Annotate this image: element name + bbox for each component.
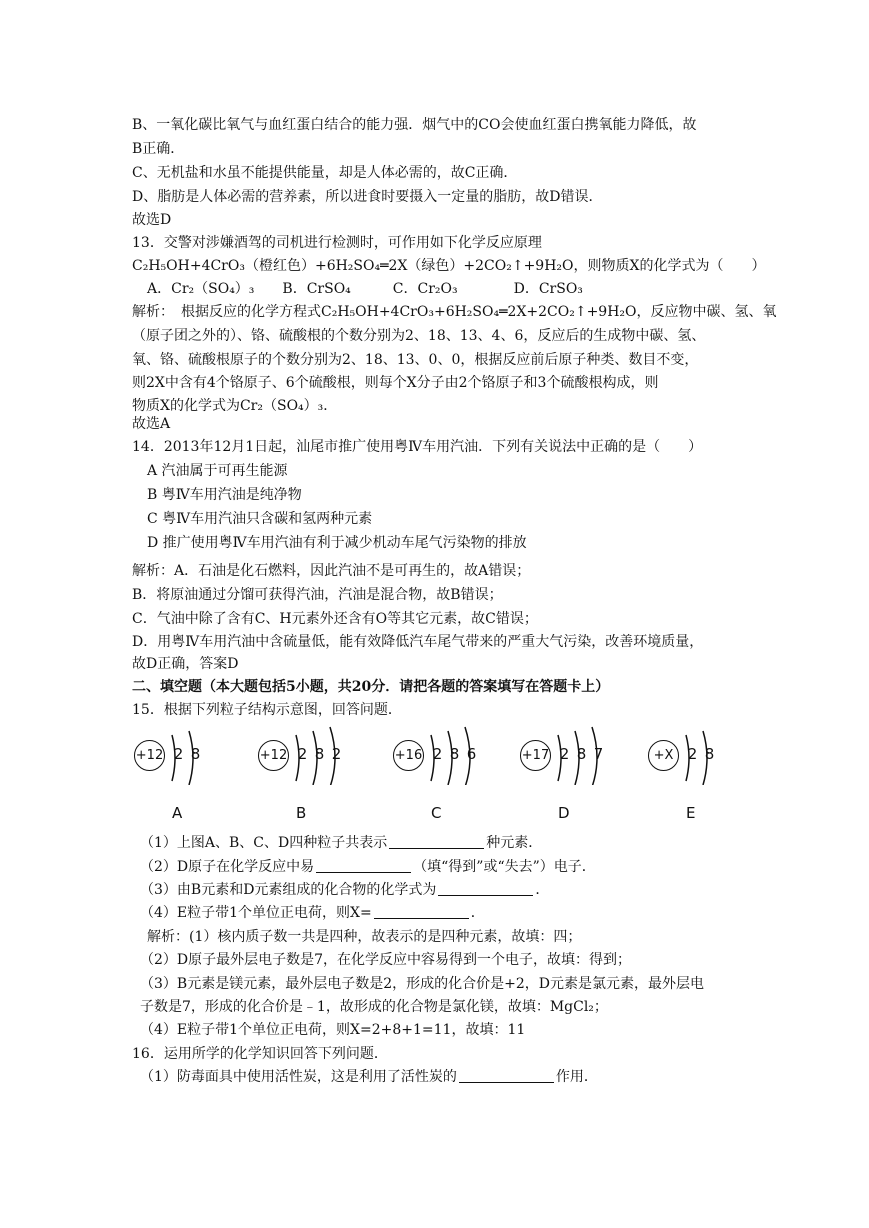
q15-part-2-suffix: （填“得到”或“失去”）电子．: [413, 859, 596, 875]
q15-part-1: [140, 833, 542, 853]
text-line: D、脂肪是人体必需的营养素，所以进食时要摄入一定量的脂肪，故D错误．: [132, 189, 603, 205]
atom-diagram: [393, 722, 503, 832]
answer-blank[interactable]: [438, 881, 533, 896]
diagram-label: A: [172, 804, 183, 822]
answer-blank[interactable]: [374, 904, 469, 919]
text-line: C．气油中除了含有C、H元素外还含有O等其它元素，故C错误；: [132, 611, 538, 627]
shell-count: 2: [331, 745, 342, 763]
shell-count: 2: [297, 745, 308, 763]
atom-diagram: [134, 722, 244, 832]
text-line: B．将原油通过分馏可获得汽油，汽油是混合物，故B错误；: [132, 587, 503, 603]
q16-part-1: [140, 1067, 598, 1087]
diagram-label: E: [686, 804, 696, 822]
answer-blank[interactable]: [459, 1068, 554, 1083]
shell-count: 2: [432, 745, 443, 763]
option-d: D 推广使用粤Ⅳ车用汽油有利于减少机动车尾气污染物的排放: [147, 535, 527, 551]
q15-part-2-text: （2）D原子在化学反应中易: [140, 859, 315, 875]
nucleus-circle: +12: [134, 740, 165, 771]
q15-part-1-text: （1）上图A、B、C、D四种粒子共表示: [140, 835, 388, 851]
shell-count: 7: [593, 745, 604, 763]
particle-structure-diagrams: [128, 722, 748, 832]
shell-count: 8: [314, 745, 325, 763]
question-16-title: 16．运用所学的化学知识回答下列问题．: [132, 1046, 388, 1062]
atom-diagram: [258, 722, 368, 832]
diagram-label: C: [431, 804, 442, 822]
shell-count: 6: [466, 745, 477, 763]
text-line: B正确．: [132, 141, 185, 157]
nucleus-circle: +X: [648, 740, 679, 771]
q15-answer-2: （2）D原子最外层电子数是7，在化学反应中容易得到一个电子，故填：得到；: [140, 952, 632, 968]
question-15-title: 15．根据下列粒子结构示意图，回答问题．: [132, 702, 402, 718]
options-line: A．Cr₂（SO₄）₃ B．CrSO₄ C．Cr₂O₃ D．CrSO₃: [147, 281, 583, 297]
q15-answer-5: （4）E粒子带1个单位正电荷，则X=2+8+1=11，故填：11: [140, 1022, 526, 1038]
q15-part-4: [140, 903, 485, 923]
text-line: 解析： 根据反应的化学方程式C₂H₅OH+4CrO₃+6H₂SO₄═2X+2CO₂↑+9H₂O，反应物中碳、氢、氧: [132, 304, 777, 320]
option-c: C 粤Ⅳ车用汽油只含碳和氢两种元素: [147, 511, 373, 527]
text-line: B、一氧化碳比氧气与血红蛋白结合的能力强．烟气中的CO会使血红蛋白携氧能力降低，故: [132, 117, 697, 133]
q15-part-4-suffix: ．: [470, 905, 485, 921]
diagram-label: D: [558, 804, 570, 822]
atom-diagram: [520, 722, 630, 832]
q16-part-1-text: （1）防毒面具中使用活性炭，这是利用了活性炭的: [140, 1069, 457, 1085]
shell-electron-counts: [294, 745, 345, 763]
q15-part-3-suffix: ．: [535, 882, 550, 898]
question-13-title: 13．交警对涉嫌酒驾的司机进行检测时，可作用如下化学反应原理: [132, 235, 542, 251]
text-line: 故D正确，答案D: [132, 656, 239, 672]
q15-answer-1: 解析：(1）核内质子数一共是四种，故表示的是四种元素，故填：四；: [147, 929, 582, 945]
shell-count: 2: [687, 745, 698, 763]
text-line: D．用粤Ⅳ车用汽油中含硫量低，能有效降低汽车尾气带来的严重大气污染，改善环境质量，: [132, 634, 704, 650]
answer-blank[interactable]: [316, 858, 411, 873]
shell-count: 2: [559, 745, 570, 763]
shell-electron-counts: [429, 745, 480, 763]
diagram-label: B: [296, 804, 307, 822]
q15-answer-4: 子数是7，形成的化合价是﹣1，故形成的化合物是氯化镁，故填：MgCl₂；: [140, 999, 608, 1015]
equation-line: C₂H₅OH+4CrO₃（橙红色）+6H₂SO₄═2X（绿色）+2CO₂↑+9H₂O，则物质X的化学式为（ ）: [132, 258, 766, 274]
text-line: 则2X中含有4个铬原子、6个硫酸根，则每个X分子由2个铬原子和3个硫酸根构成，则: [132, 375, 659, 391]
shell-count: 2: [173, 745, 184, 763]
shell-count: 8: [704, 745, 715, 763]
q15-part-3: [140, 880, 549, 900]
q15-answer-3: （3）B元素是镁元素，最外层电子数是2，形成的化合价是+2，D元素是氯元素，最外层电: [140, 976, 704, 992]
text-line: C、无机盐和水虽不能提供能量，却是人体必需的，故C正确．: [132, 165, 518, 181]
section-heading: 二、填空题（本大题包括5小题，共20分．请把各题的答案填写在答题卡上）: [132, 679, 610, 695]
nucleus-circle: +16: [393, 740, 424, 771]
shell-electron-counts: [170, 745, 204, 763]
text-line: （原子团之外的）、铬、硫酸根的个数分别为2、18、13、4、6，反应后的生成物中碳、氢、: [132, 328, 706, 344]
q15-part-1-suffix: 种元素．: [486, 835, 543, 851]
q16-part-1-suffix: 作用．: [555, 1069, 598, 1085]
nucleus-circle: +12: [258, 740, 289, 771]
text-line: 物质X的化学式为Cr₂（SO₄）₃．: [132, 398, 338, 414]
option-a: A 汽油属于可再生能源: [147, 463, 288, 479]
shell-count: 8: [449, 745, 460, 763]
text-line: 氧、铬、硫酸根原子的个数分别为2、18、13、0、0，根据反应前后原子种类、数目不变，: [132, 352, 699, 368]
shell-count: 8: [190, 745, 201, 763]
q15-part-2: [140, 857, 596, 877]
option-b: B 粤Ⅳ车用汽油是纯净物: [147, 487, 302, 503]
text-line: 故选D: [132, 212, 172, 228]
q15-part-3-text: （3）由B元素和D元素组成的化合物的化学式为: [140, 882, 437, 898]
atom-diagram: [648, 722, 758, 832]
text-line: 解析：A．石油是化石燃料，因此汽油不是可再生的，故A错误；: [132, 563, 531, 579]
question-14-title: 14．2013年12月1日起，汕尾市推广使用粤Ⅳ车用汽油．下列有关说法中正确的是（ ）: [132, 439, 703, 455]
nucleus-circle: +17: [520, 740, 551, 771]
shell-count: 8: [576, 745, 587, 763]
q15-part-4-text: （4）E粒子带1个单位正电荷，则X=: [140, 905, 372, 921]
answer-blank[interactable]: [389, 834, 484, 849]
shell-electron-counts: [684, 745, 718, 763]
text-line: 故选A: [132, 416, 171, 432]
shell-electron-counts: [556, 745, 607, 763]
